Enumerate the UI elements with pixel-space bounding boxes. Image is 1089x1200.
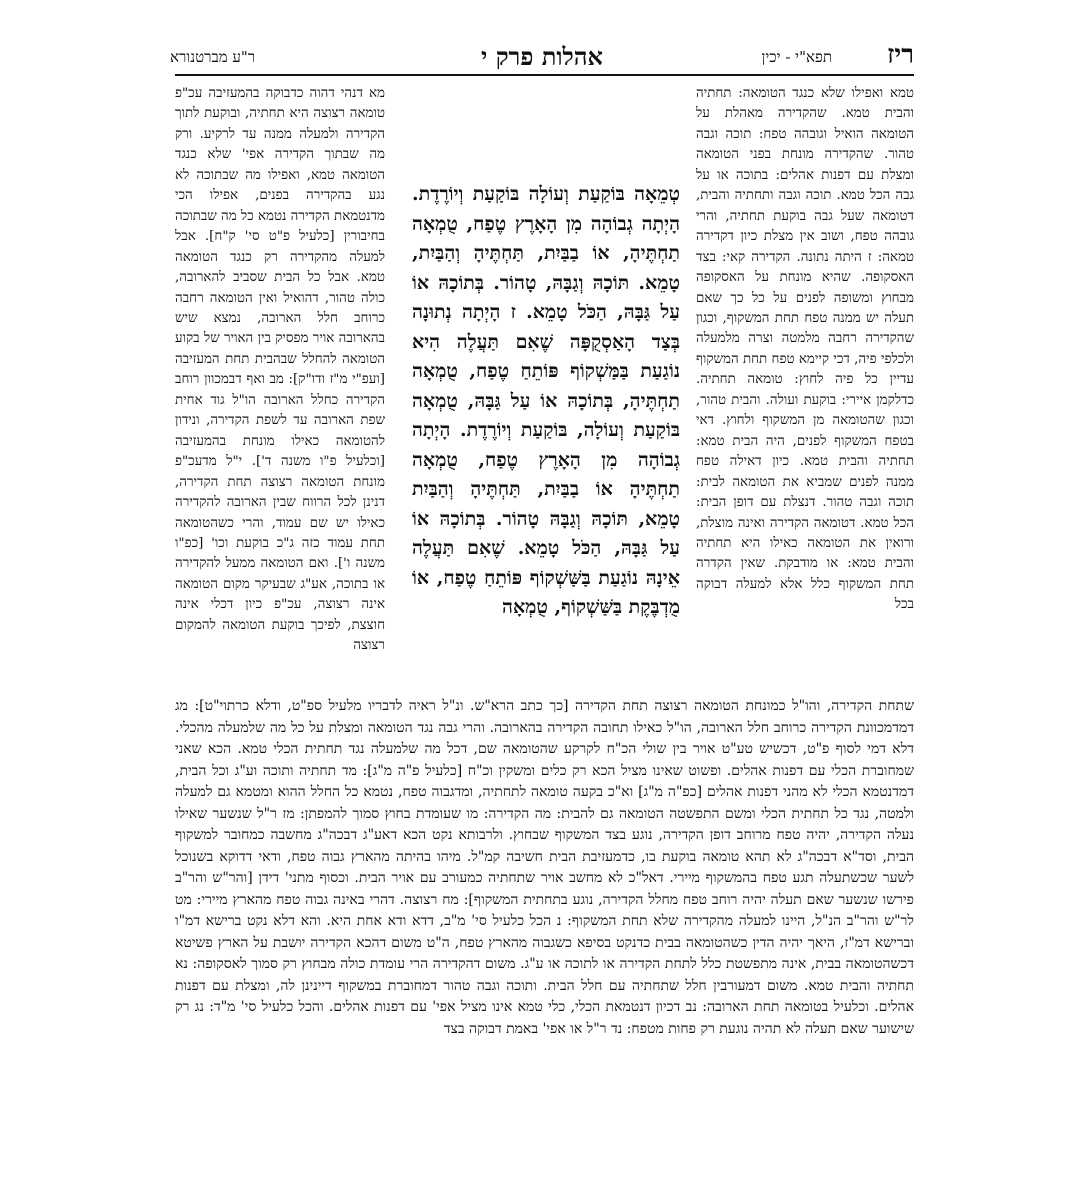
running-head (170, 40, 914, 72)
commentary-name-bartenura: ר"ע מברטנורא (170, 48, 256, 66)
bartenura-commentary (696, 84, 914, 710)
mishnah-paragraph (412, 180, 680, 623)
yachin-commentary-bottom (175, 696, 914, 1048)
commentary-paragraph: טמא ואפילו שלא כנגד הטומאה: תחתיה והבית טמא. שהקדירה מאהלת על הטומאה הואיל וגובהה טפח: תוכה וגבה טהור. שהקדירה מונחת בפני הטומאה ומצלת עם דפנות אהלים: בתוכה או על גבה הכל טמא. תוכה וגבה ותחתיה והבית, דטומאה שעל גבה בוקעת תחתיה, והרי גובהה טפח, ושוב אין מצלת כיון דקדירה טמאה: ז היתה נתונה. הקדירה קאי: בצד האסקופה. שהיא מונחת על האסקופה מבחוץ ומשופה לפנים על כל כך שאם תעלה יש ממנה טפח תחת המשקוף, וכגון שהקדירה רחבה מלמטה וצרה מלמעלה ולכלפי פיה, דכי קיימא טפח תחת המשקוף עדיין כל פיה לחוץ: טומאה תחתיה. כדלקמן איירי: בוקעת ועולה. והבית טהור, וכגון שהטומאה מן המשקוף ולחוץ. דאי בטפח המשקוף לפנים, היה הבית טמא: תחתיה והבית טמא. כיון דאילה טפח ממנה לפנים שמביא את הטומאה לבית: תוכה וגבה טהור. דנצלת עם דופן הבית: הכל טמא. דטומאה הקדירה ואינה מוצלת, ורואין את הטומאה כאילו היא תחתיה והבית טמא: או מודבקת. שאין הקדרה תחת המשקוף כלל אלא למעלה דבוקה בכל (696, 86, 914, 613)
page-number: ריז (887, 40, 914, 70)
tractate-chapter-title: אהלות פרק י (481, 42, 603, 71)
mishnah-head: טְמֵאָה בּוֹקַעַת וְעוֹלָה (528, 183, 680, 205)
commentary-paragraph: מא דנהי דהוה כדבוקה בהמעזיבה עכ"פ טומאה רצוצה היא תחתיה, ובוקעת לתוך הקדירה ולמעלה ממנה עד לרקיע. ורק מה שבתוך הקדירה אפי' שלא כנגד הטומאה טמא, ואפילו מה שבתוכה לא נגע בהקדירה בפנים, אפילו הכי מדנטמאת הקדירה נטמא כל מה שבתוכה בחיבורין [כלעיל פ"ט סי' ק"ח]. אבל למעלה מהקדירה רק כנגד הטומאה טמא. אבל כל הבית שסביב להארובה, כולה טהור, דהואיל ואין הטומאה רחבה כרוחב חלל הארובה, נמצא שיש בהארובה אויר מפסיק בין האויר של בקוע הטומאה להחלל שבהבית תחת המעזיבה [ועפ"י מ"ז ודו"ק]: מב ואף דבמכוון רוחב הקדירה כחלל הארובה הו"ל גוד אחית שפת הארובה עד לשפת הקדירה, ונידון להטומאה כאילו מונחת בהמעזיבה [וכלעיל פ"ו משנה ד']. י"ל מדעכ"פ מונחת הטומאה רצוצה תחת הקדירה, דנינן לכל הרווח שבין הארובה להקדירה כאילו יש שם עמוד, והרי כשהטומאה תחת עמוד כזה ג"כ בוקעת וכו' [כפ"ו משנה ו']. ואם הטומאה ממעל להקדירה או בתוכה, אע"ג שבעיקר מקום הטומאה אינה רצוצה, עכ"פ כיון דכלי אינה חוצצת, לפיכך בוקעת הטומאה להמקום רצוצה (175, 86, 385, 654)
mishnah-body: בּוֹקַעַת וְיוֹרֶדֶת. הָיְתָה גְבוֹהָה מִן הָאָרֶץ טֶפַח, טֻמְאָה תַחְתֶּיהָ, אוֹ בַבַּיִת, תַּחְתֶּיהָ וְהַבַּיִת, טָמֵא. תּוֹכָהּ וְגַבָּהּ, טָהוֹר. בְּתוֹכָהּ אוֹ עַל גַּבָּהּ, הַכֹּל טָמֵא. ז הָיְתָה נְתוּנָה בְּצַד הָאַסְקֻפָּה שֶׁאִם תַּעֲלֶה הִיא נוֹגַעַת בַּמַּשְׁקוֹף פּוֹתֵחַ טֶפַח, טֻמְאָה תַחְתֶּיהָ, בְּתוֹכָהּ אוֹ עַל גַּבָּהּ, טֻמְאָה בּוֹקַעַת וְעוֹלָה, בּוֹקַעַת וְיוֹרֶדֶת. הָיְתָה גְבוֹהָה מִן הָאָרֶץ טֶפַח, טֻמְאָה תַחְתֶּיהָ אוֹ בַבַּיִת, תַּחְתֶּיהָ וְהַבַּיִת טָמֵא, תּוֹכָהּ וְגַבָּהּ טָהוֹר. בְּתוֹכָהּ אוֹ עַל גַּבָּהּ, הַכֹּל טָמֵא. שֶׁאִם תַּעֲלֶה אֵינָהּ נוֹגַעַת בַּשַּׁשְׁקוֹף פּוֹתֵחַ טֶפַח, אוֹ מֻדְבֶּקֶת בַּשַּׁשְׁקוֹף, טֻמְאָה (412, 183, 680, 618)
header-rule (175, 74, 914, 76)
commentary-paragraph: שתחת הקדירה, והו"ל כמונחת הטומאה רצוצה תחת הקדירה [כך כתב הרא"ש. ונ"ל ראיה לדבריו מלעיל ספ"ט, ודלא כרתוי"ט]: מג דמדמכוונת הקדירה כרוחב חלל הארובה, הו"ל כאילו תחובה הקדירה בהארובה. והרי גבה נגד הטומאה ומצלת על כל מה שלמעלה מהכלי. דלא דמי לסוף פ"ט, דכשיש טע"ט אויר בין שולי הכ"ח לקרקע שהטומאה שם, דכל מה שלמעלה נגד תחתית הכלי טמא. הכא שאני שמחוברת הכלי עם דפנות אהלים. ופשוט שאינו מציל הכא רק כלים ומשקין וכ"ח [כלעיל פ"ה מ"ג]: מד תחתיה ותוכה וע"ג וכל הבית, דמדנטמא הכלי לא מהני דפנות אהלים [כפ"ה מ"ג] וא"כ בקעה טומאה לתחתיה, ומדגבוה טפח, נטמא כל החלל ההוא ומטמא גם למעלה ולמטה, נגד כל תחתית הכלי ומשם התפשטה הטומאה גם להבית: מה הקדירה: מו שעומדת בחוץ סמוך להמפתן: מז ר"ל שנשער שאילו נעלה הקדירה, יהיה טפח מרוחב דופן הקדירה, נוגע בצד המשקוף שבחוץ. ולרבותא נקט הכא דאע"ג דבכה"ג מחשבה כמחובר למשקוף הבית, וסד"א דבכה"ג לא תהא טומאה בוקעת בו, כדמעזיבת הבית חשיבה קמ"ל. מיהו בהיתה מהארץ גבוה טפח, ודאי דדוקא בשנוכל לשער שכשתעלה תגע טפח בהמשקוף מיירי. דאל"כ לא מחשב אויר שתחתיה כמעורב עם אויר הבית. וכסוף מתני' דידן [והר"ש והר"ב פירשו שנשער שאם תעלה יהיה רוחב טפח מחלל הקדירה, נוגע בתחתית המשקוף]: מח רצוצה. דהרי באינה גבוה טפח מהארץ מיירי: מט לר"ש והר"ב הנ"ל, היינו למעלה מהקדירה שלא תחת המשקוף: נ הכל כלעיל סי' מ"ב, דדא ודא אחת היא. והא דלא נקט ברישא דמ"ו וברישא דמ"ז, היאך יהיה הדין כשהטומאה בבית כדנקט בסיפא כשגבוה מהארץ טפח, ה"ט משום דהכא הקדירה יושבת על הארץ פשיטא דכשהטומאה בבית, אינה מתפשטת כלל לתחת הקדירה או לתוכה או ע"ג. משום דהקדירה הרי עומדת כולה מבחוץ רק סמוך לאסקופה: נא תחתיה והבית טמא. משום דמעורבין חלל שתחתיה עם חלל הבית. ותוכה וגבה טהור דמחוברת במשקוף דיינינן לה, ומצלת עם דפנות אהלים. וכלעיל בטומאה תחת הארובה: נב דכיון דנטמאת הכלי, כלי טמא אינו מציל אפי' עם דפנות אהלים. והכל כלעיל סי' מ"ד: נג רק שישוער שאם תעלה לא תהיה נוגעת רק פחות מטפח: נד ר"ל או אפי' באמת דבוקה בצד (175, 698, 914, 1037)
yachin-commentary-top (175, 84, 385, 692)
mishnah-text (412, 180, 680, 692)
commentary-name-yachin: תפא"י - יכין (761, 48, 832, 66)
